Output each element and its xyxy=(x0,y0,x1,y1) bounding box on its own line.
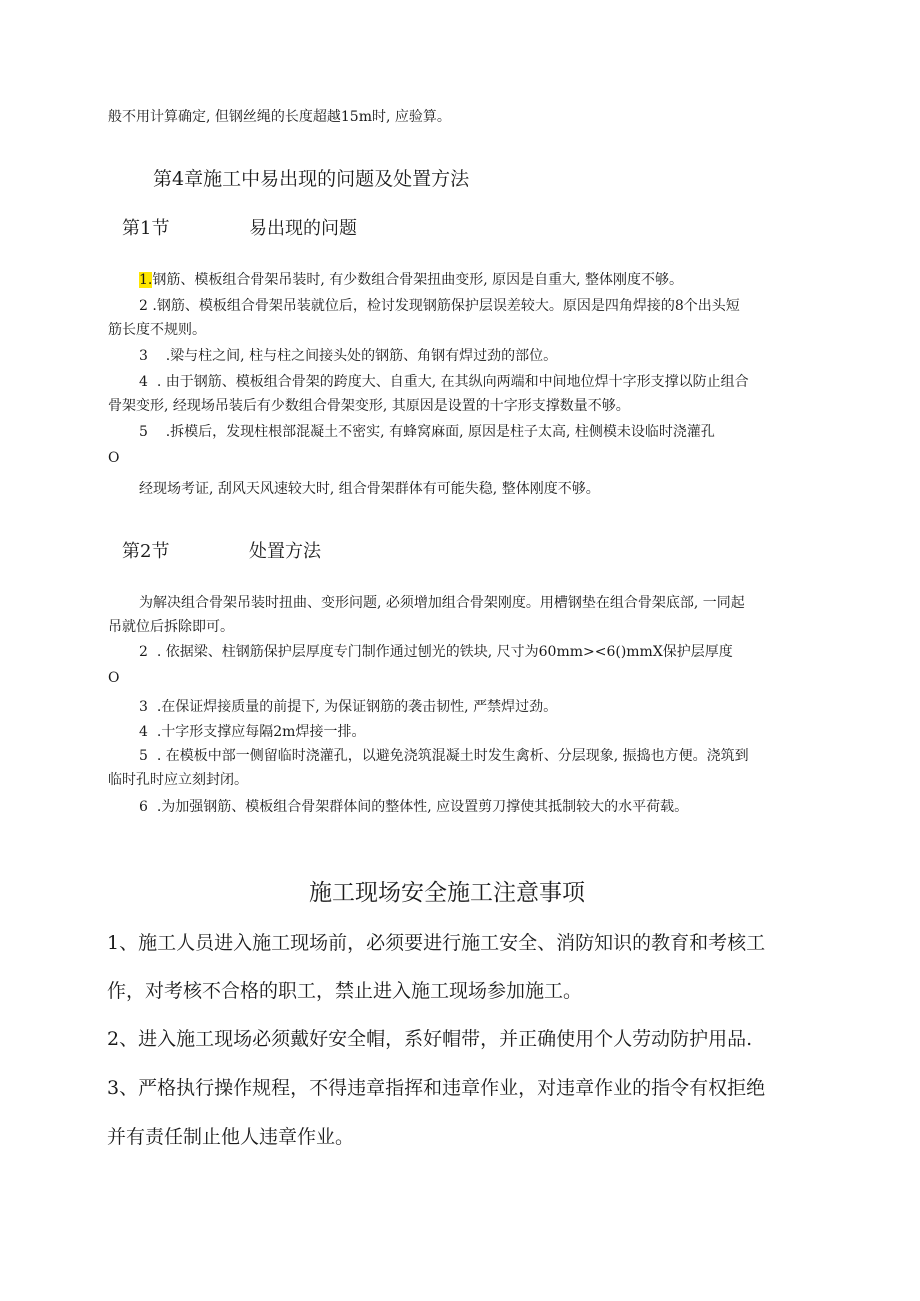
section-1-note: 经现场考证, 刮风天风速较大时, 组合骨架群体有可能失稳, 整体刚度不够。 xyxy=(139,481,600,497)
section-1-title: 易出现的问题 xyxy=(249,218,357,239)
solution-item-4-text: .十字形支撑应每隔2m焊接一排。 xyxy=(156,724,366,740)
intro-paragraph-tail: 般不用计算确定, 但钢丝绳的长度超越15m时, 应验算。 xyxy=(108,109,451,125)
solution-lead: 为解决组合骨架吊装时扭曲、变形问题, 必须增加组合骨架刚度。用槽钢垫在组合骨架底部, 一同起 xyxy=(139,595,745,611)
problem-item-4-number: 4 xyxy=(139,374,148,390)
problem-item-3-number: 3 xyxy=(139,348,148,364)
problem-item-5 xyxy=(139,422,715,442)
problem-item-5-text: .拆模后，发现柱根部混凝土不密实, 有蜂窝麻面, 原因是柱子太高, 柱侧模未设临时浇灌孔 xyxy=(165,424,715,440)
solution-item-2-number: 2 xyxy=(139,644,148,660)
solution-item-6 xyxy=(139,797,688,817)
problem-item-3-text: .梁与柱之间, 柱与柱之间接头处的钢筋、角钢有焊过劲的部位。 xyxy=(165,348,558,364)
solution-item-6-number: 6 xyxy=(139,799,148,815)
solution-item-5-number: 5 xyxy=(139,748,148,764)
problem-item-2-cont: 筋长度不规则。 xyxy=(108,322,206,338)
section-2-number: 第2节 xyxy=(122,541,170,562)
solution-item-3-number: 3 xyxy=(139,699,148,715)
safety-item-2: 2、进入施工现场必须戴好安全帽，系好帽带，并正确使用个人劳动防护用品. xyxy=(107,1028,753,1050)
problem-item-4-cont: 骨架变形, 经现场吊装后有少数组合骨架变形, 其原因是设置的十字形支撑数量不够。 xyxy=(108,398,630,414)
section-2-title: 处置方法 xyxy=(249,541,321,562)
solution-item-5 xyxy=(139,746,749,766)
solution-item-6-text: .为加强钢筋、模板组合骨架群体间的整体性, 应设置剪刀撑使其抵制较大的水平荷载。 xyxy=(156,799,689,815)
solution-item-4 xyxy=(139,722,365,742)
problem-item-1 xyxy=(139,270,683,290)
solution-item-5-cont: 临时孔时应立刻封闭。 xyxy=(108,772,248,788)
safety-item-1-line-2: 作，对考核不合格的职工，禁止进入施工现场参加施工。 xyxy=(107,980,583,1002)
solution-item-2-text: . 依据梁、柱钢筋保护层厚度专门制作通过刨光的铁块, 尺寸为60mm><6()mmX保护层厚度 xyxy=(156,644,733,660)
safety-title: 施工现场安全施工注意事项 xyxy=(309,880,585,906)
chapter-heading: 第4章施工中易出现的问题及处置方法 xyxy=(153,168,470,190)
problem-item-1-number: 1. xyxy=(139,272,153,288)
solution-item-2 xyxy=(139,642,733,662)
safety-item-3-line-1: 3、严格执行操作规程，不得违章指挥和违章作业，对违章作业的指令有权拒绝 xyxy=(107,1077,766,1099)
safety-item-3-line-2: 并有责任制止他人违章作业。 xyxy=(107,1126,355,1148)
problem-item-3 xyxy=(139,346,557,366)
solution-item-4-number: 4 xyxy=(139,724,148,740)
problem-item-2-text: .钢筋、模板组合骨架吊装就位后，检讨发现钢筋保护层误差较大。原因是四角焊接的8个出头短 xyxy=(152,298,740,314)
problem-item-4-text: . 由于钢筋、模板组合骨架的跨度大、自重大, 在其纵向两端和中间地位焊十字形支撑以防止组合 xyxy=(156,374,749,390)
problem-item-2 xyxy=(139,296,740,316)
problem-item-5-number: 5 xyxy=(139,424,148,440)
problem-item-2-number: 2 xyxy=(139,298,148,314)
solution-item-3 xyxy=(139,697,557,717)
problem-item-1-text: 钢筋、模板组合骨架吊装时, 有少数组合骨架扭曲变形, 原因是自重大, 整体刚度不够。 xyxy=(152,272,684,288)
problem-item-5-cont: O xyxy=(108,450,120,466)
solution-item-2-cont: O xyxy=(108,670,120,686)
solution-item-5-text: . 在模板中部一侧留临时浇灌孔，以避免浇筑混凝土时发生禽析、分层现象, 振捣也方便。浇筑到 xyxy=(156,748,749,764)
solution-lead-cont: 吊就位后拆除即可。 xyxy=(108,619,234,635)
problem-item-4 xyxy=(139,372,749,392)
section-1-number: 第1节 xyxy=(122,218,170,239)
solution-item-3-text: .在保证焊接质量的前提下, 为保证钢筋的袭击韧性, 严禁焊过劲。 xyxy=(156,699,558,715)
safety-item-1-line-1: 1、施工人员进入施工现场前，必须要进行施工安全、消防知识的教育和考核工 xyxy=(107,932,766,954)
